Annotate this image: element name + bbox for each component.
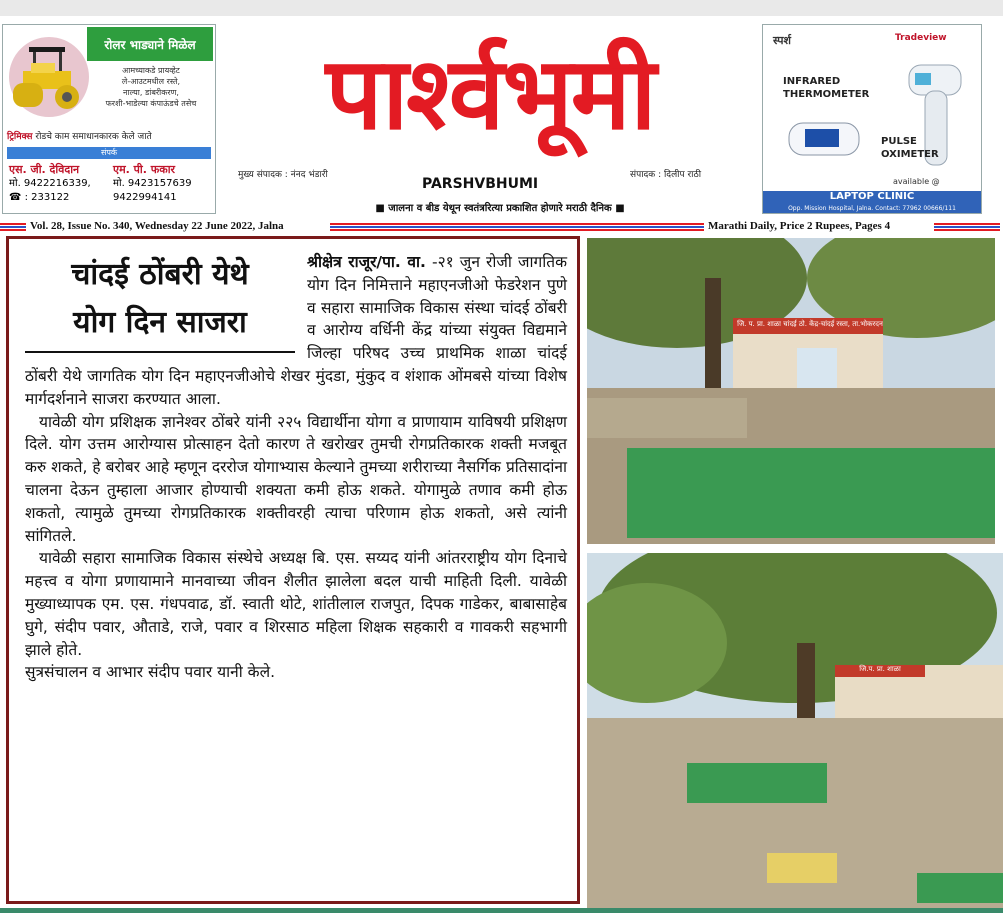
contact-phone: मो. 9423157639 [113,178,192,189]
roller-advertisement [2,24,216,214]
newspaper-title: पार्श्वभूमी [325,35,655,152]
product-line: INFRARED [783,76,841,87]
decorative-stripes [330,223,704,231]
product-line: PULSE [881,136,917,147]
ad-trimix-line [7,129,213,142]
yoga-photo-2 [587,553,1003,909]
date-line [0,220,1003,234]
yoga-photo-1 [587,238,995,544]
decorative-stripes [934,223,1000,231]
chief-editor: मुख्य संपादक : नंनद भंडारी [238,170,328,180]
newspaper-title-english: PARSHVBHUMI [422,176,539,192]
school-banner-2: जि.प. प्रा. शाळा [859,665,901,673]
pulse-oximeter-icon [785,113,865,163]
ad-line: आमच्याकडे प्रायव्हेट [122,66,180,75]
decorative-stripes [0,223,26,231]
ad-service-lines [91,65,211,109]
brand-logo-left: स्पर्श [773,34,792,47]
paragraph-3: यावेळी सहारा सामाजिक विकास संस्थेचे अध्यक्ष बि. एस. सय्यद यांनी आंतरराष्ट्रीय योग दिनाचे महत्त्व व योगा प्रणायामाने मानवाच्या जीवन शैलीत झालेला बदल याची माहिती दिली. यावेळी मुख्याध्यापक एम. एस. गंधपवाढ, डॉ. स्वाती थोटे, शांतीलाल राजपुत, दिपक गाडेकर, बाबासाहेब घुगे, संदीप पवार, औताडे, राजे, पवार व शिरसाठ महिला शिक्षक सहकारी व गावकरी सहभागी झाले होते. [25,549,567,659]
top-strip [0,0,1003,16]
road-roller-illustration [7,33,91,125]
contact-tel: ☎ : 233122 [9,192,70,203]
ad-line: नाल्या, डांबरीकरण, [123,88,179,97]
clinic-name: LAPTOP CLINIC [829,191,915,202]
product-line: THERMOMETER [783,89,870,100]
yoga-scene-illustration [587,238,995,544]
trimix-label: ट्रिमिक्स [7,132,33,142]
dateline-place: श्रीक्षेत्र राजूर/पा. वा. [307,253,426,271]
price-info: Marathi Daily, Price 2 Rupees, Pages 4 [708,220,891,232]
ad-contact-1 [9,163,109,205]
news-article [6,236,580,904]
contact-name: एम. पी. फकार [113,163,176,176]
bottom-strip [0,908,1003,913]
ad-contact-bar: संपर्क [7,147,211,159]
headline-rule [25,351,295,353]
paragraph-2: यावेळी योग प्रशिक्षक ज्ञानेश्‍वर ठोंबरे यांनी २२५ विद्यार्थीना योगा व प्राणायाम याविषयी प्रशिक्षण दिले. योग उत्तम आरोग्यास प्रोत्साहन देतो कारण ते खरोखर तुमची रोगप्रतिकारक शक्ती मजबूत करु शकते, हे बरोबर आहे म्हणून दररोज योगाभ्यास केल्याने तुमच्या शरीराच्या नैसर्गिक प्रतिसादांना चालना देऊन तुम्हाला आजार होण्याची शक्यता कमी होऊ शकते. योगामुळे तणाव कमी होऊ शकतो, त्यामुळे तुमच्या रोगप्रतिकारक शक्तीवरही त्याचा परिणाम होऊ शकतो, असे त्यांनी सांगितले. [25,412,567,545]
issue-info: Vol. 28, Issue No. 340, Wednesday 22 June 2022, Jalna [30,220,284,232]
trimix-text: रोडचे काम समाधानकारक केले जाते [35,132,152,142]
clinic-address: Opp. Mission Hospital, Jalna. Contact: 77962 00666/111 [788,205,956,212]
article-headline [25,251,295,347]
school-banner: जि. प. प्रा. शाळा चांदई ठो. केंद्र-चांदई रस्ता, ता.भोकरदन [737,320,883,328]
paragraph-text: -२१ जुन रोजी जागतिक योग दिन निमित्ताने महाएनजीओ फेडरेशन पुणे व सहारा सामाजिक विकास संस्था चांदई ठोंबरी व आरोग्य वर्धिनी केंद्र यांच्या संयुक्त विद्यमाने जिल्हा परिषद उच्च प्राथमिक शाळा चांदई ठोंबरी येथे जागतिक योग दिन महाएनजीओचे शेखर मुंदडा, मुंकुद व शंशाक ओंमबसे यांच्या विशेष मार्गदर्शनाने साजरा करण्यात आला. [25,253,567,408]
clinic-banner [763,191,981,213]
available-at: available @ [893,177,940,186]
ad-header: रोलर भाड्याने मिळेल [87,27,213,61]
contact-phone: मो. 9422216339, [9,178,91,189]
laptop-clinic-advertisement [762,24,982,214]
product-thermometer [783,75,869,101]
contact-name: एस. जी. देविदान [9,163,80,176]
editor: संपादक : दिलीप राठी [630,170,702,180]
brand-logo-right: Tradeview [895,33,947,43]
headline-line: चांदई ठोंबरी येथे [71,257,249,292]
masthead-tagline: ■ जालना व बीड येथून स्वतंत्ररित्या प्रकाशित होणारे मराठी दैनिक ■ [375,203,625,214]
product-oximeter [881,135,939,161]
ad-line: ले-आउटमधील रस्ते, [121,77,181,86]
ad-contact-2 [113,163,213,205]
contact-phone: 9422994141 [113,192,177,203]
headline-line: योग दिन साजरा [73,305,247,340]
masthead [230,24,750,214]
paragraph-4: सुत्रसंचालन व आभार संदीप पवार यानी केले. [25,663,276,682]
ad-line: फरशी-भाडेल्या कंपाऊंडचे तसेच [105,99,197,108]
yoga-scene-illustration-2 [587,553,1003,909]
product-line: OXIMETER [881,149,939,160]
